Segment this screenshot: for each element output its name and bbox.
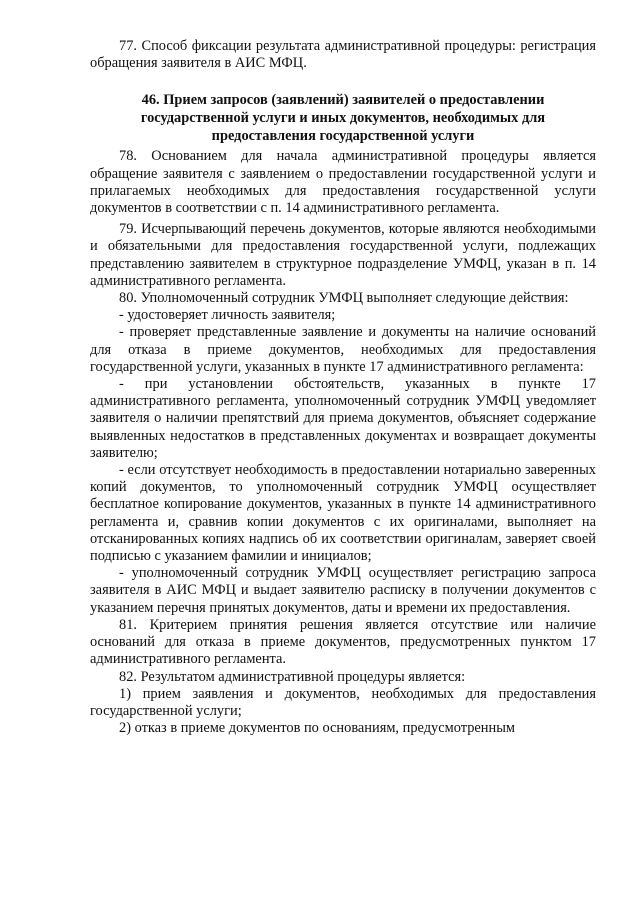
paragraph-82: 82. Результатом административной процедуры является:: [119, 668, 466, 685]
list-item-notify-applicant: - при установлении обстоятельств, указанных в пункте 17 административного регламента, уполномоченный сотрудник УМФЦ уведомляет заявителя о наличии препятствий для приема документов, объясняет содержание выявленных недостатков в представленных документах и возвращает документы заявителю;: [90, 376, 596, 461]
list-item-copy-documents: - если отсутствует необходимость в предоставлении нотариально заверенных копий документов, то уполномоченный сотрудник УМФЦ осуществляет бесплатное копирование документов, указанных в пункте 14 административного регламента и, сравнив копии документов с их оригиналами, выполняет на отсканированных копиях надпись об их соответствии оригиналам, заверяет своей подписью с указанием фамилии и инициалов;: [90, 462, 596, 565]
paragraph-80: 80. Уполномоченный сотрудник УМФЦ выполняет следующие действия:: [119, 290, 569, 307]
list-item-check-documents: - проверяет представленные заявление и документы на наличие оснований для отказа в приеме документов, необходимых для предоставления государственной услуги, указанных в пункте 17 административного регламента:: [90, 324, 596, 375]
paragraph-81: 81. Критерием принятия решения является отсутствие или наличие оснований для отказа в приеме документов, предусмотренных пунктом 17 административного регламента.: [90, 616, 596, 668]
paragraph-79: 79. Исчерпывающий перечень документов, которые являются необходимыми и обязательными для предоставления государственной услуги, подлежащих представлению заявителем в структурное подразделение УМФЦ, указан в п. 14 административного регламента.: [90, 221, 596, 289]
list-item-register-request: - уполномоченный сотрудник УМФЦ осуществляет регистрацию запроса заявителя в АИС МФЦ и выдает заявителю расписку в получении документов с указанием перечня принятых документов, даты и времени их предоставления.: [90, 565, 596, 616]
section-heading-46: 46. Прием запросов (заявлений) заявителей о предоставлении государственной услуги и иных документов, необходимых для предоставления государственной услуги: [140, 92, 546, 145]
document-page: [90, 38, 596, 737]
paragraph-77: 77. Способ фиксации результата административной процедуры: регистрация обращения заявителя в АИС МФЦ.: [90, 38, 596, 72]
paragraph-78: 78. Основанием для начала административной процедуры является обращение заявителя с заявлением о предоставлении государственной услуги и прилагаемых необходимых для предоставления государственной услуги документов в соответствии с п. 14 административного регламента.: [90, 148, 596, 217]
result-item-1: 1) прием заявления и документов, необходимых для предоставления государственной услуги;: [90, 685, 596, 719]
list-item-verify-identity: - удостоверяет личность заявителя;: [119, 307, 336, 324]
result-item-2: 2) отказ в приеме документов по основаниям, предусмотренным: [119, 720, 515, 737]
